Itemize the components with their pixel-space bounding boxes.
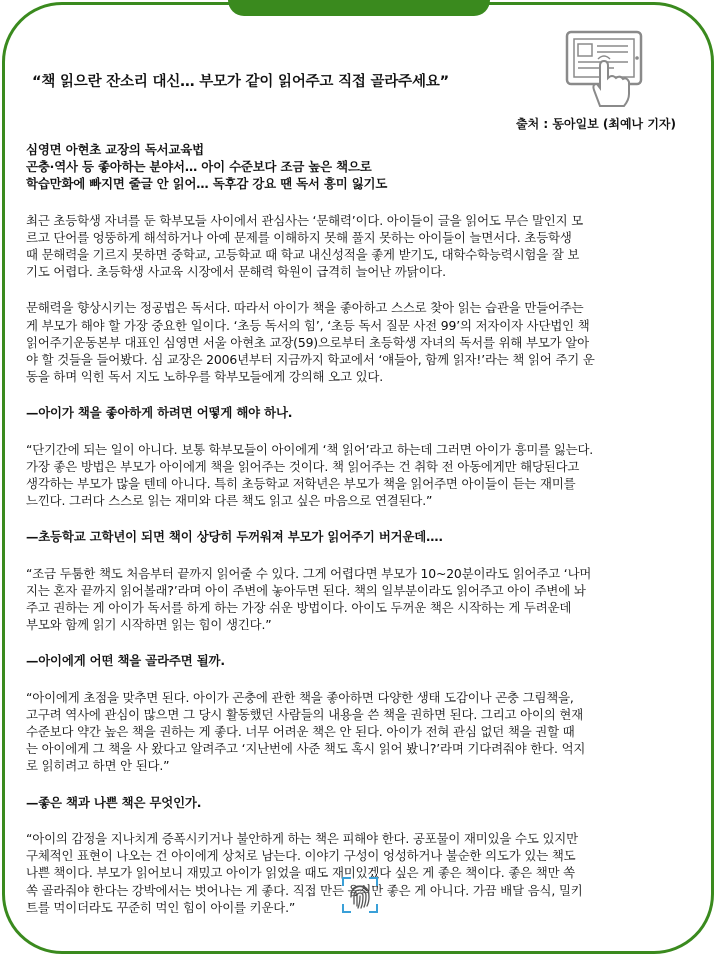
text-line: 나쁜 책이다. 부모가 읽어보니 재밌고 아이가 읽었을 때도 재미있겠다 싶은 게 좋은 책이다. 좋은 책만 쏙 — [26, 865, 575, 881]
subheading: 곤충·역사 등 좋아하는 분야서… 아이 수준보다 조금 높은 책으로 — [26, 159, 372, 175]
frame-top-tab — [228, 0, 490, 16]
interview-answer — [26, 689, 700, 775]
interview-question: —초등학교 고학년이 되면 책이 상당히 두꺼워져 부모가 읽어주기 버거운데…. — [26, 529, 443, 545]
text-line: 기도 어렵다. 초등학생 사교육 시장에서 문해력 학원이 급격히 늘어난 까닭이다. — [26, 264, 446, 280]
fingerprint-icon — [341, 876, 379, 914]
text-line: 지는 혼자 끝까지 읽어볼래?’라며 아이 주변에 놓아두면 된다. 책의 일부분이라도 읽어주고 아이 주변에 놔 — [26, 582, 586, 598]
text-line: 부모와 함께 읽기 시작하면 읽는 힘이 생긴다.” — [26, 617, 272, 633]
text-line: 트를 먹이더라도 꾸준히 먹인 힘이 아이를 키운다.” — [26, 899, 296, 915]
interview-question: —좋은 책과 나쁜 책은 무엇인가. — [26, 794, 202, 810]
text-line: “단기간에 되는 일이 아니다. 보통 학부모들이 아이에게 ‘책 읽어’라고 하는데 그러면 아이가 흥미를 잃는다. — [26, 441, 594, 457]
text-line: 최근 초등학생 자녀를 둔 학부모들 사이에서 관심사는 ‘문해력’이다. 아이들이 글을 읽어도 무슨 말인지 모 — [26, 212, 584, 228]
source-credit: 출처 : 동아일보 (최예나 기자) — [516, 117, 676, 131]
interview-answer — [26, 441, 700, 510]
text-line: 쏙 골라줘야 한다는 강박에서는 벗어나는 게 좋다. 직접 만든 음식만 좋은 게 아니다. 가끔 배달 음식, 밀키 — [26, 882, 583, 898]
text-line: “조금 두툼한 책도 처음부터 끝까지 읽어줄 수 있다. 그게 어렵다면 부모가 10~20분이라도 읽어주고 ‘나머 — [26, 565, 592, 581]
text-line: 구체적인 표현이 나오는 건 아이에게 상처로 남는다. 이야기 구성이 엉성하거나 불순한 의도가 있는 책도 — [26, 848, 576, 864]
text-line: 때 문해력을 기르지 못하면 중학교, 고등학교 때 학교 내신성적을 좋게 받기도, 대학수학능력시험을 잘 보 — [26, 247, 580, 263]
interview-question: —아이가 책을 좋아하게 하려면 어떻게 해야 하나. — [26, 405, 293, 421]
text-line: “아이에게 초점을 맞추면 된다. 아이가 곤충에 관한 책을 좋아하면 다양한 생태 도감이나 곤충 그림책을, — [26, 689, 574, 705]
interview-answer — [26, 565, 700, 634]
text-line: 느낀다. 그러다 스스로 읽는 재미와 다른 책도 읽고 싶은 마음으로 연결된다.” — [26, 493, 433, 509]
text-line: 생각하는 부모가 많을 텐데 아니다. 특히 초등학교 저학년은 부모가 책을 읽어주면 아이들이 듣는 재미를 — [26, 476, 576, 492]
article-body — [26, 141, 700, 916]
text-line: 르고 단어를 엉뚱하게 해석하거나 아예 문제를 이해하지 못해 풀지 못하는 아이들이 늘면서다. 초등학생 — [26, 229, 572, 245]
text-line: 게 부모가 해야 할 가장 중요한 일이다. ‘초등 독서의 힘’, ‘초등 독서 질문 사전 99’의 저자이자 사단법인 책 — [26, 317, 590, 333]
text-line: 고구려 역사에 관심이 많으면 그 당시 활동했던 사람들의 내용을 쓴 책을 권하면 된다. 그리고 아이의 현재 — [26, 706, 584, 722]
text-line: 문해력을 향상시키는 정공법은 독서다. 따라서 아이가 책을 좋아하고 스스로 찾아 읽는 습관을 만들어주는 — [26, 300, 584, 316]
text-line: 로 읽히려고 하면 안 된다.” — [26, 758, 170, 774]
text-line: 주고 권하는 게 아이가 독서를 하게 하는 가장 쉬운 방법이다. 아이도 두꺼운 책은 시작하는 게 두려운데 — [26, 600, 572, 616]
text-line: 수준보다 약간 높은 책을 권하는 게 좋다. 너무 어려운 책은 안 된다. 아이가 전혀 관심 없던 책을 권할 때 — [26, 724, 575, 740]
intro-paragraph — [26, 212, 700, 281]
headline: “책 읽으란 잔소리 대신… 부모가 같이 읽어주고 직접 골라주세요” — [32, 74, 449, 90]
tablet-touch-icon — [564, 28, 646, 110]
text-line: “아이의 감정을 지나치게 증폭시키거나 불안하게 하는 책은 피해야 한다. 공포물이 재미있을 수도 있지만 — [26, 830, 578, 846]
interview-question: —아이에게 어떤 책을 골라주면 될까. — [26, 653, 225, 669]
text-line: 가장 좋은 방법은 부모가 아이에게 책을 읽어주는 것이다. 책 읽어주는 건 취학 전 아동에게만 해당된다고 — [26, 458, 580, 474]
text-line: 야 할 것들을 들어봤다. 심 교장은 2006년부터 지금까지 학교에서 ‘얘들아, 함께 읽자!’라는 책 읽어 주기 운 — [26, 352, 595, 368]
subheading: 학습만화에 빠지면 줄글 안 읽어… 독후감 강요 땐 독서 흥미 잃기도 — [26, 176, 388, 192]
text-line: 읽어주기운동본부 대표인 심영면 서울 아현초 교장(59)으로부터 초등학생 자녀의 독서를 위해 부모가 알아 — [26, 334, 589, 350]
text-line: 동을 하며 익힌 독서 지도 노하우를 학부모들에게 강의해 오고 있다. — [26, 369, 384, 385]
subheadings — [26, 141, 700, 193]
text-line: 는 아이에게 그 책을 사 왔다고 알려주고 ‘지난번에 사준 책도 혹시 읽어 봤니?’라며 기다려줘야 한다. 억지 — [26, 741, 586, 757]
subheading: 심영면 아현초 교장의 독서교육법 — [26, 142, 204, 157]
intro-paragraph — [26, 299, 700, 385]
